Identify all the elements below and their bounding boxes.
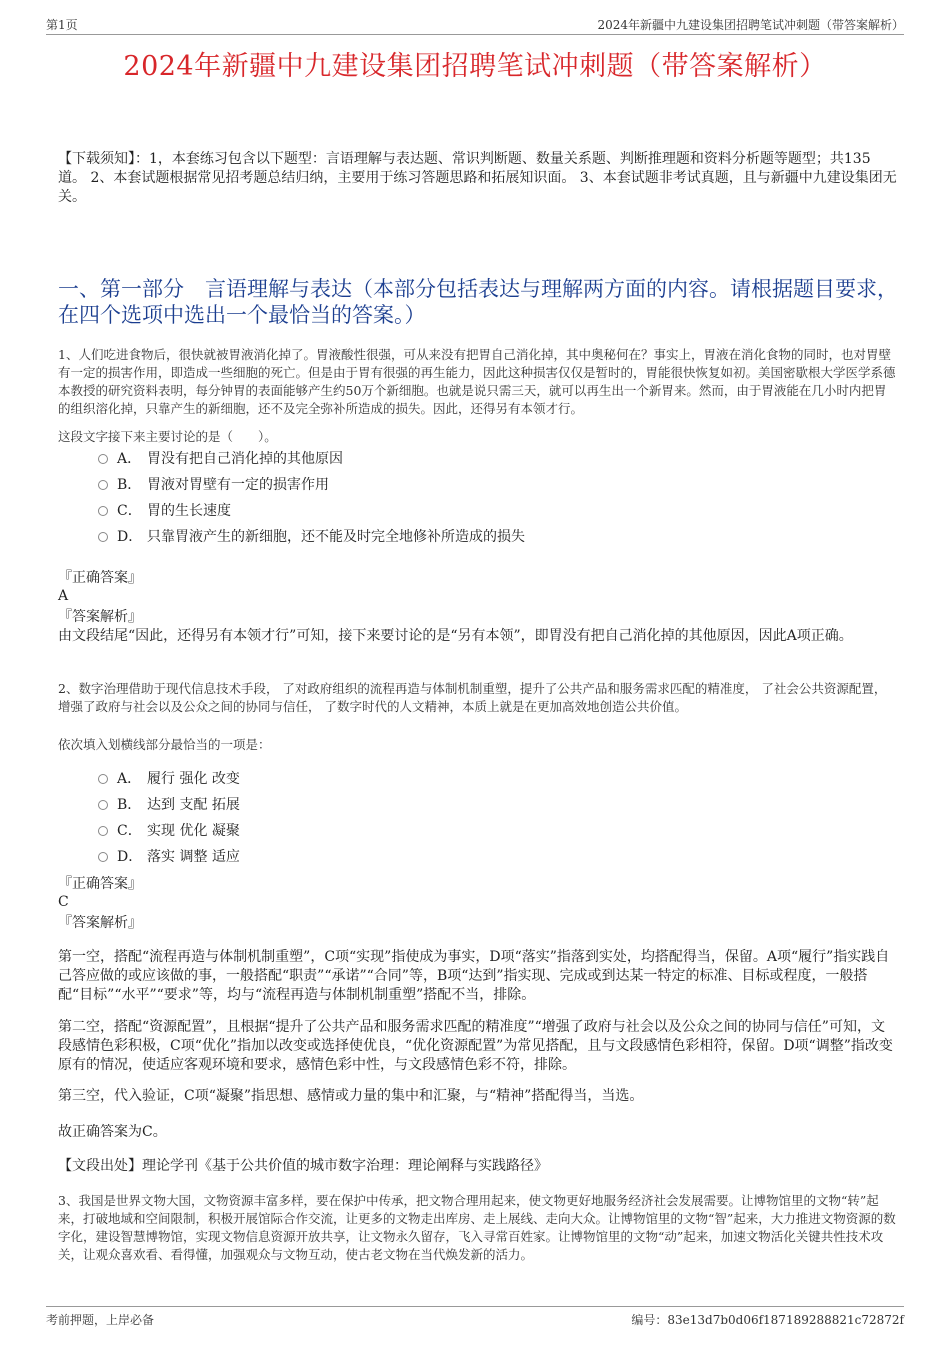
- option-c[interactable]: [98, 498, 878, 524]
- page-footer: [46, 1306, 904, 1327]
- option-letter: C．: [117, 823, 142, 839]
- option-d[interactable]: [98, 524, 878, 550]
- question-1-stem: 1、人们吃进食物后，很快就被胃液消化掉了。胃液酸性很强，可从来没有把胃自己消化掉，其中奥秘何在？事实上，胃液在消化食物的同时，也对胃壁有一定的损害作用，即造成一些细胞的死亡。但是由于胃有很强的再生能力，因此这种损害仅仅是暂时的，胃能很快恢复如初。美国密歇根大学医学系德本教授的研究资料表明，每分钟胃的表面能够产生约50万个新细胞。也就是说只需三天，就可以再生出一个新胃来。然而，由于胃液能在几小时内把胃的组织溶化掉，只靠产生的新细胞，还不及完全弥补所造成的损失。因此，还得另有本领才行。: [58, 347, 896, 416]
- question-2-prompt: 依次填入划横线部分最恰当的一项是：: [58, 737, 271, 752]
- download-notice: 【下载须知】：1，本套练习包含以下题型：言语理解与表达题、常识判断题、数量关系题、判断推理题和资料分析题等题型；共135道。 2、本套试题根据常见招考题总结归纳，主要用于练习答题思路和拓展知识面。 3、本套试题非考试真题，且与新疆中九建设集团无关。: [58, 151, 897, 205]
- analysis-text: 由文段结尾“因此，还得另有本领才行”可知，接下来要讨论的是“另有本领”，即胃没有把自己消化掉的其他原因，因此A项正确。: [58, 628, 853, 644]
- question-1-prompt: 这段文字接下来主要讨论的是（ ）。: [58, 429, 277, 444]
- question-2-stem: 2、数字治理借助于现代信息技术手段， 了对政府组织的流程再造与体制机制重塑，提升了公共产品和服务需求匹配的精准度， 了社会公共资源配置，增强了政府与社会以及公众之间的协同与信任， 了数字时代的人文精神，本质上就是在更加高效地创造公共价值。: [58, 681, 887, 714]
- section-heading: 一、第一部分 言语理解与表达（本部分包括表达与理解两方面的内容。请根据题目要求，在四个选项中选出一个最恰当的答案。）: [58, 277, 898, 327]
- header-doc-title: 2024年新疆中九建设集团招聘笔试冲刺题（带答案解析）: [597, 18, 904, 32]
- analysis-label: 『答案解析』: [58, 915, 142, 931]
- radio-icon[interactable]: [98, 454, 108, 464]
- radio-icon[interactable]: [98, 852, 108, 862]
- page-title: 2024年新疆中九建设集团招聘笔试冲刺题（带答案解析）: [123, 51, 827, 82]
- analysis-paragraph-3: 第三空，代入验证，C项“凝聚”指思想、感情或力量的集中和汇聚，与“精神”搭配得当，当选。: [58, 1088, 644, 1104]
- source-citation: 【文段出处】理论学刊《基于公共价值的城市数字治理：理论阐释与实践路径》: [58, 1158, 548, 1174]
- option-letter: B．: [117, 477, 142, 493]
- option-text: 实现 优化 凝聚: [147, 823, 240, 839]
- radio-icon[interactable]: [98, 480, 108, 490]
- option-text: 胃液对胃壁有一定的损害作用: [147, 477, 329, 493]
- option-text: 达到 支配 拓展: [147, 797, 240, 813]
- option-b[interactable]: [98, 472, 878, 498]
- option-letter: B．: [117, 797, 142, 813]
- radio-icon[interactable]: [98, 506, 108, 516]
- question-1-options: [98, 446, 878, 550]
- radio-icon[interactable]: [98, 800, 108, 810]
- question-2-options: [98, 766, 878, 870]
- option-text: 胃没有把自己消化掉的其他原因: [147, 451, 343, 467]
- page-header: [46, 14, 904, 35]
- option-letter: C．: [117, 503, 142, 519]
- footer-slogan: 考前押题，上岸必备: [46, 1313, 155, 1327]
- option-a[interactable]: [98, 766, 878, 792]
- radio-icon[interactable]: [98, 826, 108, 836]
- page-number: 第1页: [46, 18, 78, 32]
- answer-label: 『正确答案』: [58, 876, 142, 892]
- answer-label: 『正确答案』: [58, 570, 142, 586]
- option-text: 履行 强化 改变: [147, 771, 240, 787]
- answer-value: C: [58, 894, 69, 910]
- analysis-paragraph-1: 第一空，搭配“流程再造与体制机制重塑”，C项“实现”指使成为事实，D项“落实”指落到实处，均搭配得当，保留。A项“履行”指实践自己答应做的或应该做的事，一般搭配“职责”“承诺”“合同”等，B项“达到”指实现、完成或到达某一特定的标准、目标或程度，一般搭配“目标”“水平”“要求”等，均与“流程再造与体制机制重塑”搭配不当，排除。: [58, 949, 890, 1003]
- option-a[interactable]: [98, 446, 878, 472]
- answer-value: A: [58, 588, 69, 604]
- option-b[interactable]: [98, 792, 878, 818]
- footer-code: 编号：83e13d7b0d06f187189288821c72872f: [631, 1313, 904, 1327]
- option-letter: A．: [117, 451, 142, 467]
- analysis-label: 『答案解析』: [58, 609, 142, 625]
- option-c[interactable]: [98, 818, 878, 844]
- option-letter: A．: [117, 771, 142, 787]
- radio-icon[interactable]: [98, 532, 108, 542]
- option-d[interactable]: [98, 844, 878, 870]
- option-text: 只靠胃液产生的新细胞，还不能及时完全地修补所造成的损失: [147, 529, 525, 545]
- option-text: 胃的生长速度: [147, 503, 231, 519]
- analysis-paragraph-2: 第二空，搭配“资源配置”，且根据“提升了公共产品和服务需求匹配的精准度”“增强了政府与社会以及公众之间的协同与信任”可知，文段感情色彩积极，C项“优化”指加以改变或选择使优良，“优化资源配置”为常见搭配，且与文段感情色彩相符，保留。D项“调整”指改变原有的情况，使适应客观环境和要求，感情色彩中性，与文段感情色彩不符，排除。: [58, 1019, 893, 1073]
- option-letter: D．: [117, 529, 143, 545]
- analysis-conclusion: 故正确答案为C。: [58, 1124, 167, 1140]
- radio-icon[interactable]: [98, 774, 108, 784]
- option-letter: D．: [117, 849, 143, 865]
- option-text: 落实 调整 适应: [147, 849, 240, 865]
- question-3-stem: 3、我国是世界文物大国，文物资源丰富多样，要在保护中传承，把文物合理用起来，使文物更好地服务经济社会发展需要。让博物馆里的文物“转”起来，打破地域和空间限制，积极开展馆际合作交流，让更多的文物走出库房、走上展线、走向大众。让博物馆里的文物“智”起来，大力推进文物资源的数字化，建设智慧博物馆，实现文物信息资源开放共享，让文物永久留存，飞入寻常百姓家。让博物馆里的文物“动”起来，加速文物活化关键共性技术攻关，让观众喜欢看、看得懂，加强观众与文物互动，使古老文物在当代焕发新的活力。: [58, 1193, 896, 1262]
